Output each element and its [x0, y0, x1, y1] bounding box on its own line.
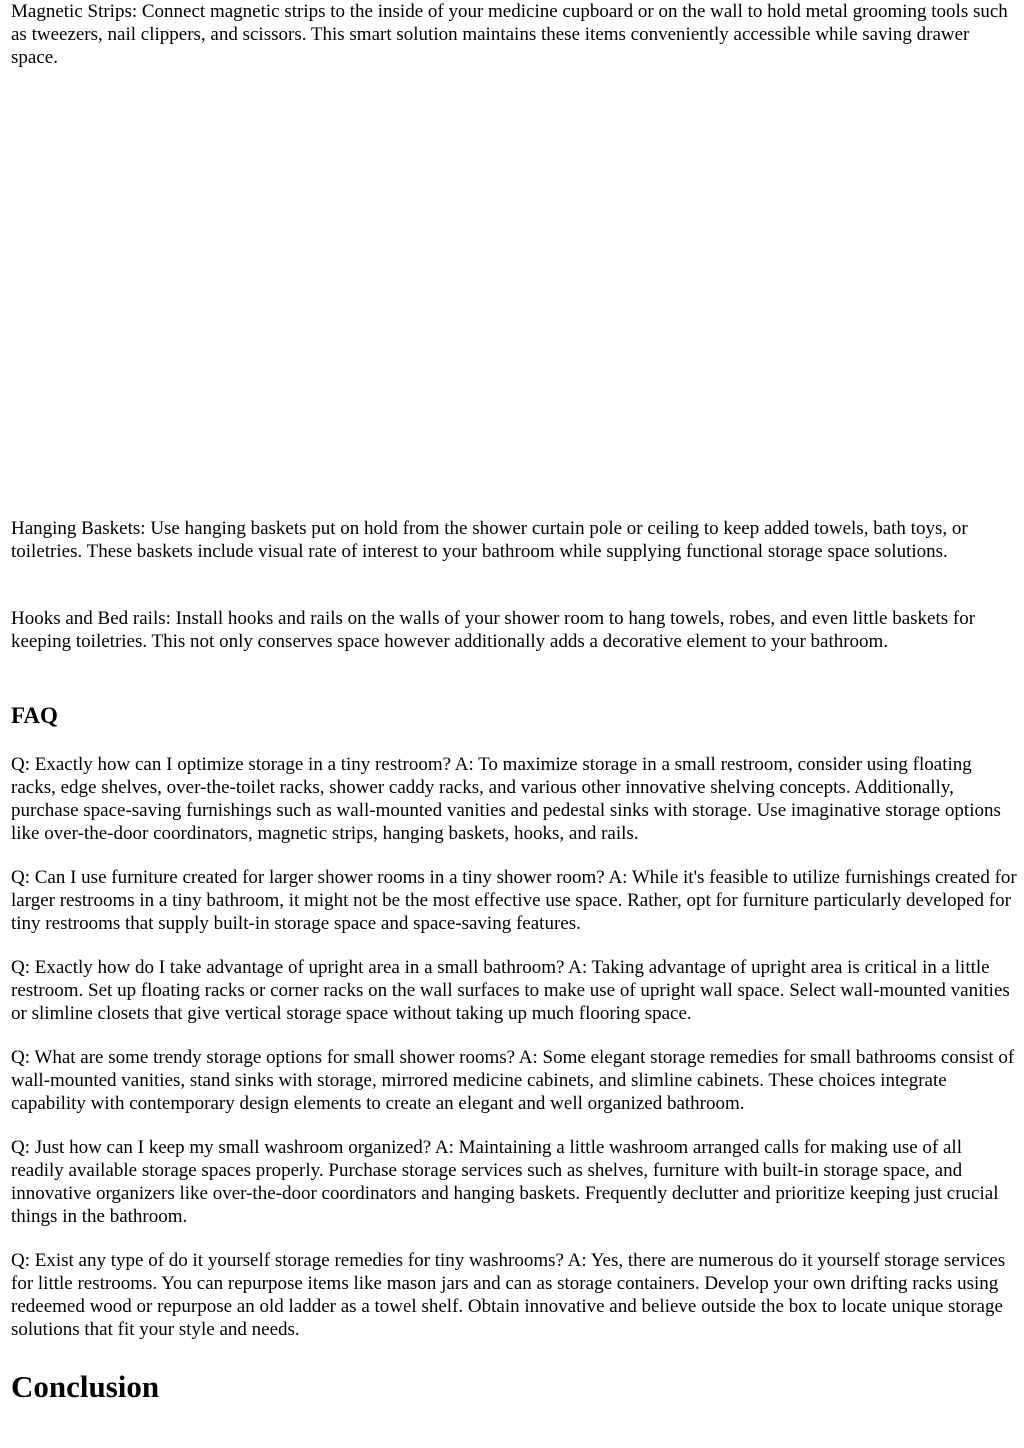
- paragraph-hanging-baskets: Hanging Baskets: Use hanging baskets put on hold from the shower curtain pole or ceiling to keep added towels, bath toys, or toiletries. These baskets include visual rate of interest to your bathroom while supplying functional storage space solutions.: [11, 518, 968, 562]
- faq-heading: FAQ: [11, 703, 58, 728]
- faq-item: Q: Exist any type of do it yourself storage remedies for tiny washrooms? A: Yes, there are numerous do it yourself storage services for little restrooms. You can repurpose items like mason jars and can as storage containers. Develop your own drifting racks using redeemed wood or repurpose an old ladder as a towel shelf. Obtain innovative and believe outside the box to locate unique storage solutions that fit your style and needs.: [11, 1250, 1006, 1340]
- faq-item: Q: What are some trendy storage options for small shower rooms? A: Some elegant storage remedies for small bathrooms consist of wall-mounted vanities, stand sinks with storage, mirrored medicine cabinets, and slimline cabinets. These choices integrate capability with contemporary design elements to create an elegant and well organized bathroom.: [11, 1047, 1015, 1114]
- blank-image-area: [11, 80, 1018, 510]
- faq-item: Q: Just how can I keep my small washroom organized? A: Maintaining a little washroom arranged calls for making use of all readily available storage spaces properly. Purchase storage services such as shelves, furniture with built-in storage space, and innovative organizers like over-the-door coordinators and hanging baskets. Frequently declutter and prioritize keeping just crucial things in the bathroom.: [11, 1137, 999, 1227]
- faq-list: [11, 753, 1018, 1362]
- paragraph-magnetic-strips: Magnetic Strips: Connect magnetic strips to the inside of your medicine cupboard or on the wall to hold metal grooming tools such as tweezers, nail clippers, and scissors. This smart solution maintains these items conveniently accessible while saving drawer space.: [11, 1, 1008, 68]
- faq-item: Q: Can I use furniture created for larger shower rooms in a tiny shower room? A: While it's feasible to utilize furnishings created for larger restrooms in a tiny bathroom, it might not be the most effective use space. Rather, opt for furniture particularly developed for tiny restrooms that supply built-in storage space and space-saving features.: [11, 867, 1017, 934]
- faq-item: Q: Exactly how can I optimize storage in a tiny restroom? A: To maximize storage in a small restroom, consider using floating racks, edge shelves, over-the-toilet racks, shower caddy racks, and various other innovative shelving concepts. Additionally, purchase space-saving furnishings such as wall-mounted vanities and pedestal sinks with storage. Use imaginative storage options like over-the-door coordinators, magnetic strips, hanging baskets, hooks, and rails.: [11, 754, 1001, 844]
- conclusion-heading: Conclusion: [11, 1369, 160, 1404]
- paragraph-hooks-rails: Hooks and Bed rails: Install hooks and rails on the walls of your shower room to hang towels, robes, and even little baskets for keeping toiletries. This not only conserves space however additionally adds a decorative element to your bathroom.: [11, 608, 976, 652]
- faq-item: Q: Exactly how do I take advantage of upright area in a small bathroom? A: Taking advantage of upright area is critical in a little restroom. Set up floating racks or corner racks on the wall surfaces to make use of upright wall space. Select wall-mounted vanities or slimline closets that give vertical storage space without taking up much flooring space.: [11, 957, 1010, 1024]
